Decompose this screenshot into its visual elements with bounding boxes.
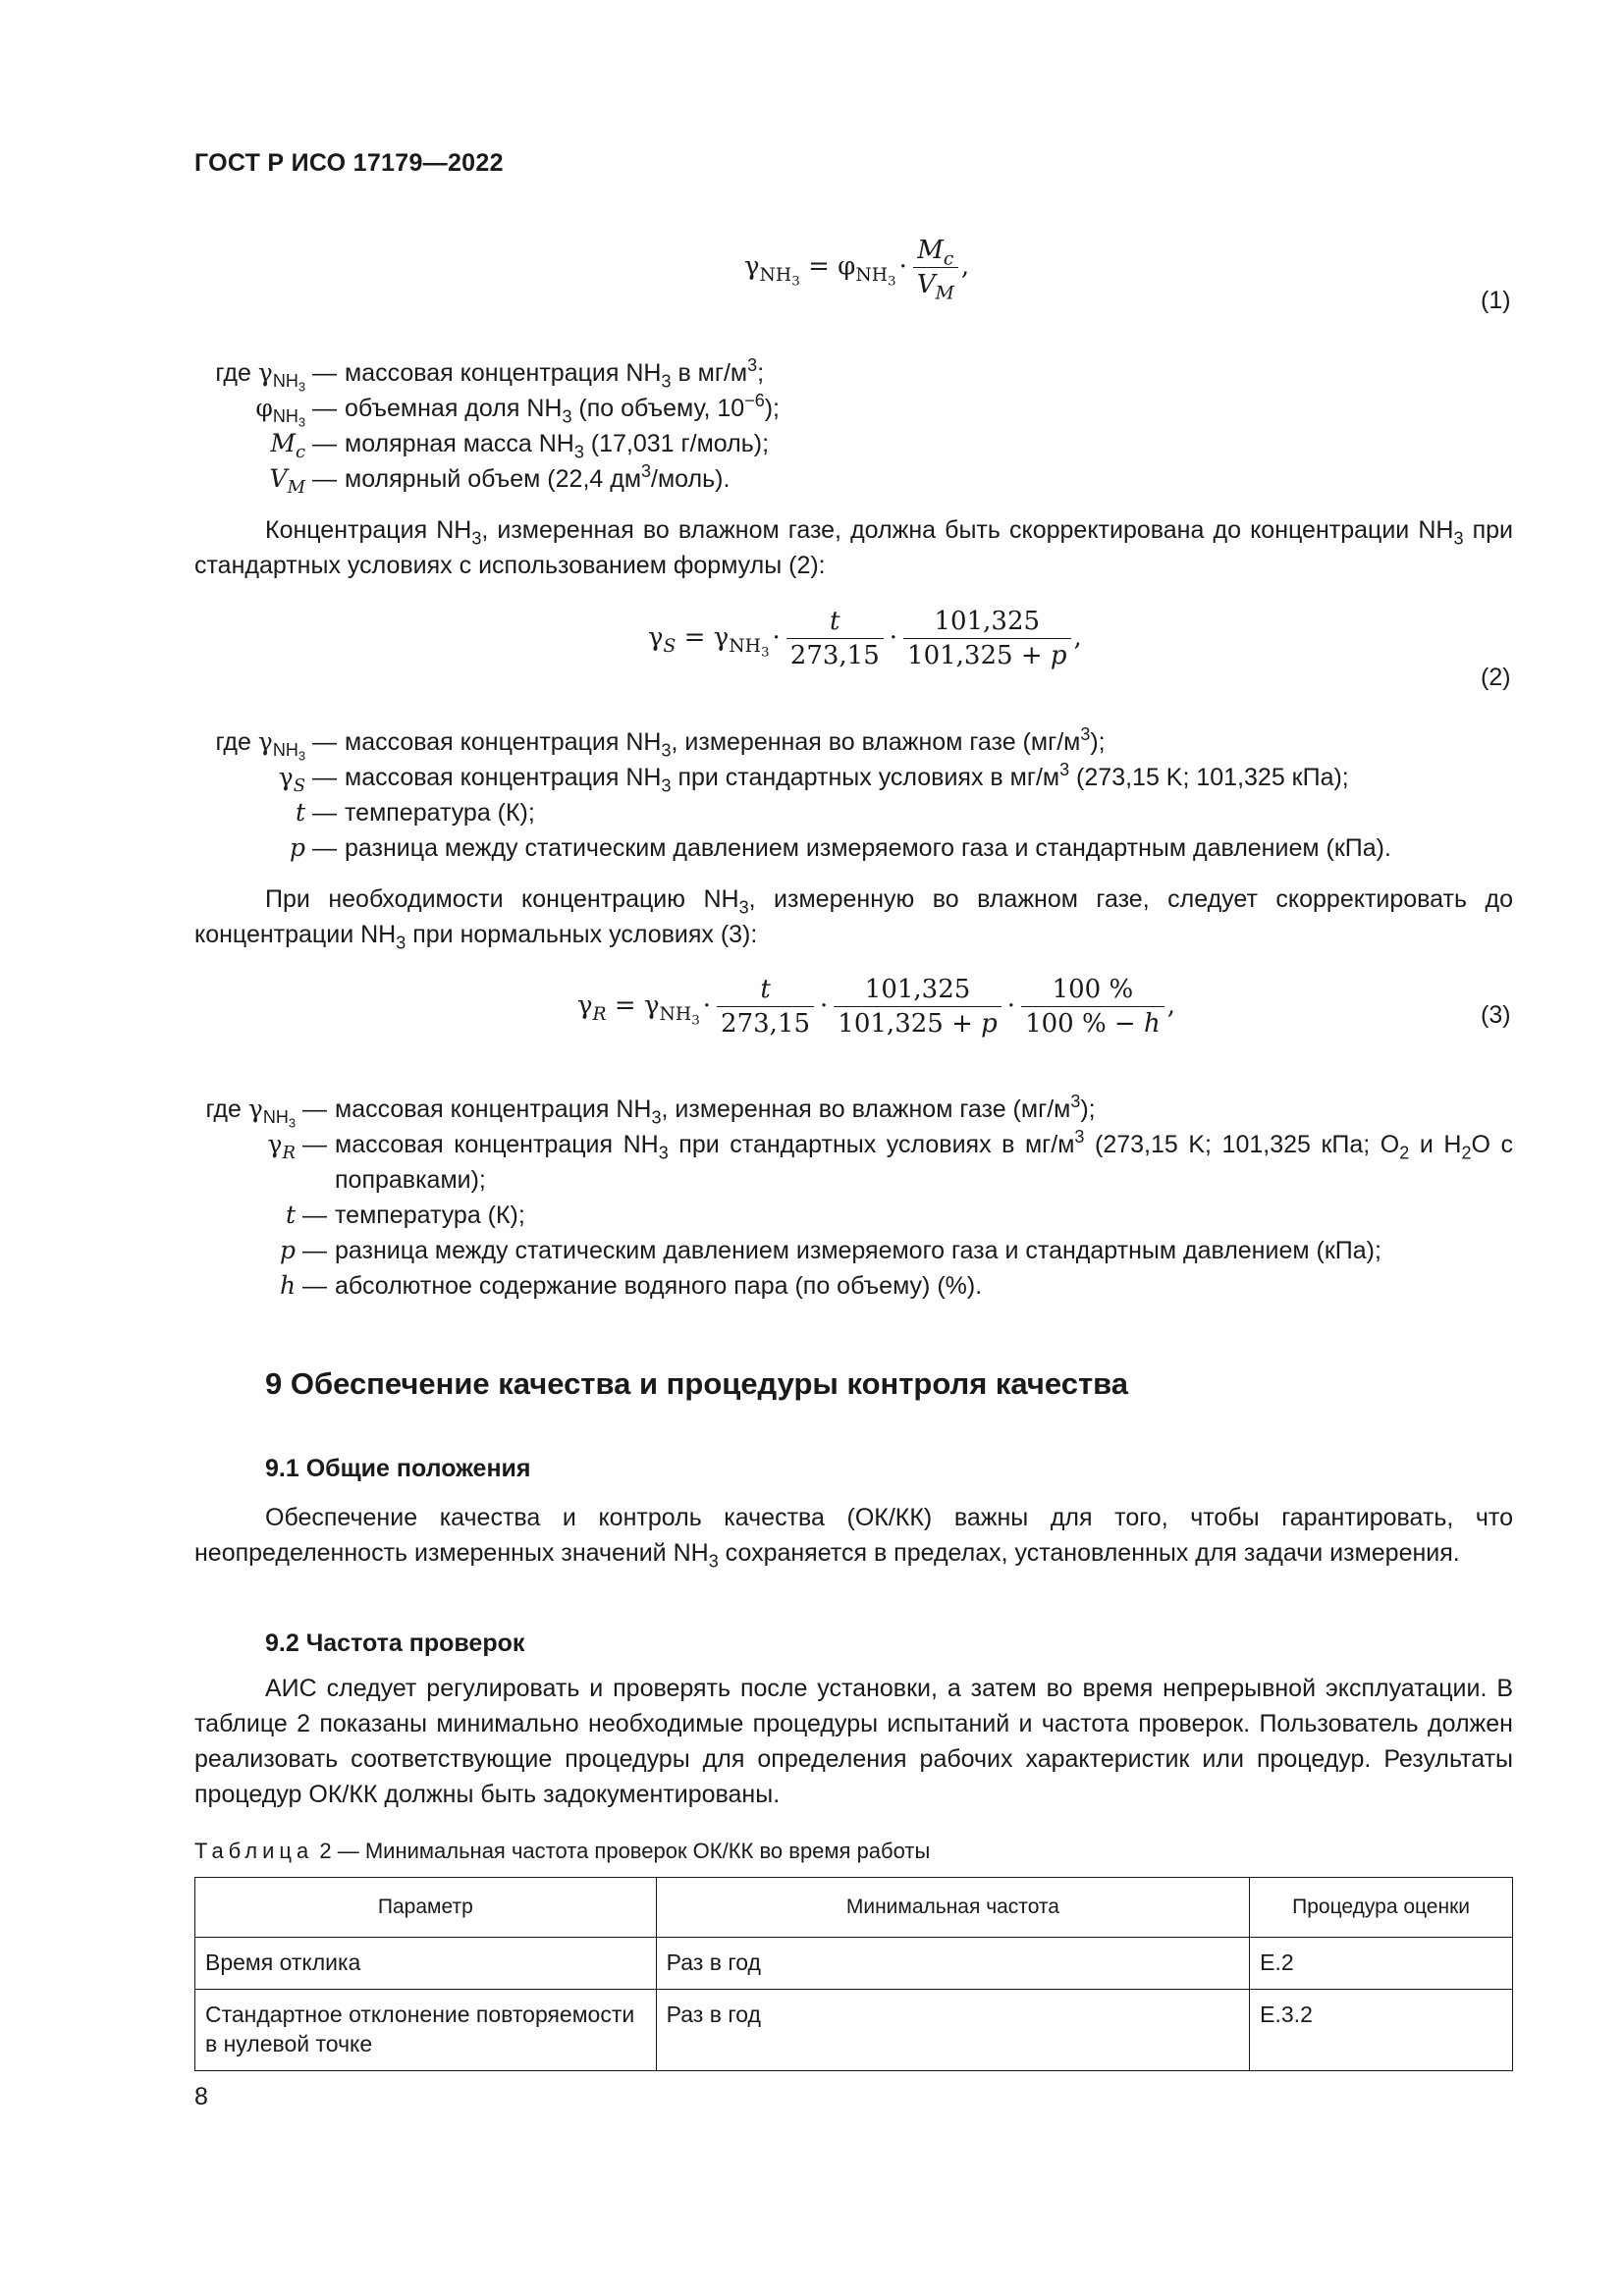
- equation-2-number: (2): [1481, 664, 1511, 691]
- definition-item: $\gamma_R$ — массовая концентрация $NH_3$ при стандартных условиях в $мг/м^3$ (273,15 K; 101,325 кПа; $O_2$ и $H_2O$ с поправками);: [194, 1127, 1513, 1198]
- equation-1: $\gamma_{NH_3} = \varphi_{NH_3}\cdot$ $\frac{M_c}{V_M}$ ,: [744, 236, 970, 304]
- definition-item: где $\gamma_{NH_3}$ — массовая концентрация $NH_3$, измеренная во влажном газе $(мг/м^3)$;: [194, 1092, 1513, 1127]
- definition-item: где $\gamma_{NH_3}$ — массовая концентрация $NH_3$, измеренная во влажном газе $(мг/м^3)$;: [194, 724, 1513, 760]
- definition-text: массовая концентрация $NH_3$ при стандартных условиях в $мг/м^3$ (273,15 K; 101,325 кПа; $O_2$ и $H_2O$ с поправками);: [335, 1127, 1513, 1194]
- definition-text: температура (К);: [345, 799, 535, 827]
- definition-text: массовая концентрация $NH_3$ в $мг/м^3$;: [345, 355, 765, 392]
- definition-item: p — разница между статическим давлением измеряемого газа и стандартным давлением (кПа);: [194, 1233, 1513, 1268]
- equation-3-definitions: [194, 1092, 1513, 1304]
- table-2-caption: Таблица 2 — Минимальная частота проверок ОК/КК во время работы: [194, 1839, 931, 1863]
- table-cell: Раз в год: [656, 1938, 1249, 1990]
- definition-text: массовая концентрация $NH_3$ при стандартных условиях в $мг/м^3$ (273,15 K; 101,325 кПа);: [345, 760, 1349, 796]
- equation-1-number: (1): [1481, 287, 1511, 314]
- table-cell: E.2: [1250, 1938, 1513, 1990]
- equation-2: $\gamma_S = \gamma_{NH_3}\cdot$ $\frac{t}{273,15}$ · $\frac{101,325}{101,325 + p}$ ,: [648, 607, 1082, 670]
- section-9-1-heading: 9.1 Общие положения: [265, 1455, 531, 1482]
- definition-item: p — разница между статическим давлением измеряемого газа и стандартным давлением (кПа).: [194, 830, 1513, 866]
- definition-text: температура (К);: [335, 1201, 525, 1229]
- table-cell: Стандартное отклонение повторяемости в нулевой точке: [195, 1990, 657, 2071]
- definition-item: h — абсолютное содержание водяного пара (по объему) (%).: [194, 1268, 1513, 1304]
- equation-2-definitions: [194, 724, 1513, 866]
- section-9-heading: 9 Обеспечение качества и процедуры контроля качества: [265, 1366, 1129, 1401]
- definition-item: $\varphi_{NH_3}$ — объемная доля $NH_3$ (по объему, $10^{-6}$);: [194, 391, 1513, 426]
- table-row: [195, 1938, 1513, 1990]
- definition-text: разница между статическим давлением измеряемого газа и стандартным давлением (кПа);: [335, 1237, 1381, 1264]
- definition-item: $V_M$ — молярный объем (22,4 $дм^3/моль$).: [194, 461, 1513, 497]
- table-cell: Раз в год: [656, 1990, 1249, 2071]
- standard-header: ГОСТ Р ИСО 17179—2022: [194, 149, 504, 177]
- definition-text: молярная масса $NH_3$ (17,031 г/моль);: [345, 430, 770, 462]
- equation-1-definitions: [194, 355, 1513, 497]
- equation-3: $\gamma_R = \gamma_{NH_3}\cdot$ $\frac{t}{273,15}$ · $\frac{101,325}{101,325 + p}$ · $\frac{100 \%}{100 \% - h}$ ,: [577, 975, 1175, 1039]
- table-row: [195, 1990, 1513, 2071]
- column-header-parameter: Параметр: [195, 1878, 657, 1938]
- page-number: 8: [194, 2083, 208, 2110]
- definition-item: t — температура (К);: [194, 795, 1513, 830]
- definition-item: $M_c$ — молярная масса $NH_3$ (17,031 г/моль);: [194, 426, 1513, 461]
- definition-item: $\gamma_S$ — массовая концентрация $NH_3$ при стандартных условиях в $мг/м^3$ (273,15 K; 101,325 кПа);: [194, 760, 1513, 795]
- definition-text: абсолютное содержание водяного пара (по объему) (%).: [335, 1272, 983, 1300]
- paragraph-concentration-correction: Концентрация $NH_3$, измеренная во влажном газе, должна быть скорректирована до концентрации $NH_3$ при стандартных условиях с использованием формулы (2):: [194, 516, 1513, 579]
- section-9-2-heading: 9.2 Частота проверок: [265, 1629, 525, 1657]
- section-9-1-text: Обеспечение качества и контроль качества (ОК/КК) важны для того, чтобы гарантировать, что неопределенность измеренных значений $NH_3$ сохраняется в пределах, установленных для задачи измерения.: [194, 1504, 1513, 1572]
- definition-text: разница между статическим давлением измеряемого газа и стандартным давлением (кПа).: [345, 834, 1391, 862]
- definition-text: молярный объем (22,4 $дм^3/моль$).: [345, 461, 731, 493]
- column-header-min-frequency: Минимальная частота: [656, 1878, 1249, 1938]
- table-cell: E.3.2: [1250, 1990, 1513, 2071]
- definition-item: t — температура (К);: [194, 1198, 1513, 1233]
- column-header-assessment-procedure: Процедура оценки: [1250, 1878, 1513, 1938]
- definition-item: где $\gamma_{NH_3}$ — массовая концентрация $NH_3$ в $мг/м^3$;: [194, 355, 1513, 391]
- definition-text: объемная доля $NH_3$ (по объему, $10^{-6}$);: [345, 391, 781, 427]
- table-2: [194, 1877, 1513, 2071]
- table-header-row: [195, 1878, 1513, 1938]
- equation-3-number: (3): [1481, 1001, 1511, 1029]
- table-cell: Время отклика: [195, 1938, 657, 1990]
- definition-text: массовая концентрация $NH_3$, измеренная во влажном газе $(мг/м^3)$;: [335, 1092, 1096, 1128]
- definition-text: массовая концентрация $NH_3$, измеренная во влажном газе $(мг/м^3)$;: [345, 724, 1106, 761]
- paragraph-normal-conditions: При необходимости концентрацию $NH_3$, измеренную во влажном газе, следует скорректировать до концентрации $NH_3$ при нормальных условиях (3):: [194, 885, 1513, 953]
- where-label: где: [215, 359, 251, 387]
- section-9-2-text: АИС следует регулировать и проверять после установки, а затем во время непрерывной эксплуатации. В таблице 2 показаны минимально необходимые процедуры испытаний и частота проверок. Пользователь должен реализовать соответствующие процедуры для определения рабочих характеристик или процедур. Результаты процедур ОК/КК должны быть задокументированы.: [194, 1675, 1513, 1808]
